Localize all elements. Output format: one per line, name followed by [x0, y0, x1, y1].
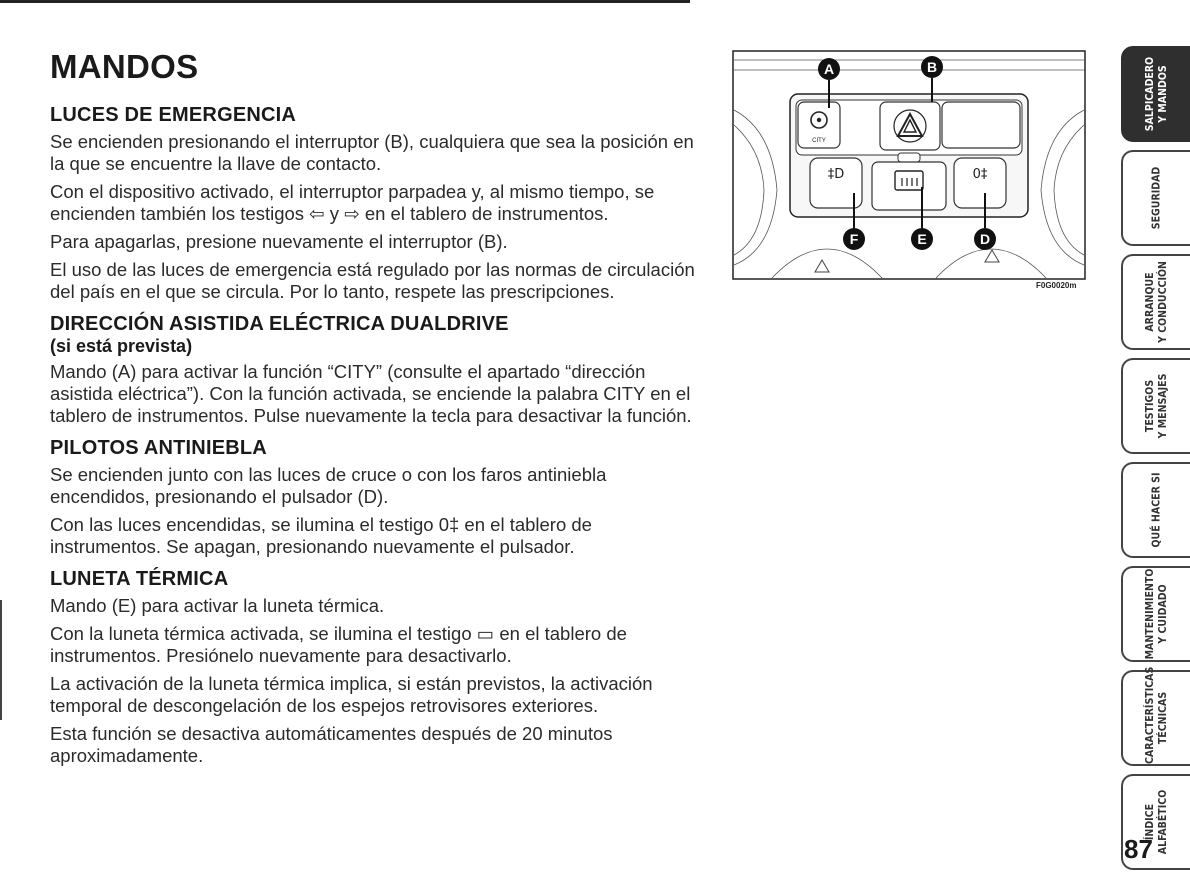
- paragraph: Con el dispositivo activado, el interruptor parpadea y, al mismo tiempo, se encienden también los testigos ⇦ y ⇨ en el tablero de instrumentos.: [50, 181, 655, 224]
- control-panel-figure: [732, 50, 1086, 290]
- paragraph: Para apagarlas, presione nuevamente el interruptor (B).: [50, 231, 508, 252]
- tab-label: ÍNDICE ALFABÉTICO: [1143, 789, 1169, 855]
- top-rule: [0, 0, 690, 3]
- heated-window-icon: [895, 171, 923, 190]
- paragraph: Esta función se desactiva automáticamentes después de 20 minutos aproximadamente.: [50, 723, 613, 766]
- svg-text:‡D: ‡D: [827, 167, 845, 182]
- paragraph: Con las luces encendidas, se ilumina el testigo 0‡ en el tablero de instrumentos. Se apagan, presionando nuevamente el pulsador.: [50, 514, 592, 557]
- tab-que-hacer-si[interactable]: [1121, 462, 1190, 558]
- tab-mantenimiento-y-cuidado[interactable]: [1121, 566, 1190, 662]
- main-content: [50, 48, 700, 773]
- callout-a: [818, 58, 840, 80]
- callout-label: B: [926, 59, 938, 75]
- section-heading: DIRECCIÓN ASISTIDA ELÉCTRICA DUALDRIVE: [50, 313, 509, 335]
- paragraph: Mando (A) para activar la función “CITY” (consulte el apartado “dirección asistida eléctrica”). Con la función activada, se enciende la palabra CITY en el tablero de instrumentos. Pulse nuevamente la tecla para desactivar la función.: [50, 361, 692, 426]
- tab-label: ARRANQUE Y CONDUCCIÓN: [1143, 261, 1169, 343]
- section-heading: LUNETA TÉRMICA: [50, 568, 229, 590]
- callout-f: [843, 228, 865, 250]
- callout-label: D: [979, 231, 991, 247]
- svg-text:0‡: 0‡: [972, 167, 988, 182]
- paragraph: Se encienden junto con las luces de cruce o con los faros antiniebla encendidos, presionando el pulsador (D).: [50, 464, 607, 507]
- paragraph: Se encienden presionando el interruptor (B), cualquiera que sea la posición en la que se encuentre la llave de contacto.: [50, 131, 694, 174]
- rear-fog-button: [954, 158, 1006, 208]
- left-rule: [0, 600, 2, 720]
- tab-testigos-y-mensajes[interactable]: [1121, 358, 1190, 454]
- tab-label: TESTIGOS Y MENSAJES: [1143, 373, 1169, 439]
- section-fog-lights: [50, 437, 700, 558]
- callout-e: [911, 228, 933, 250]
- callout-label: A: [823, 61, 835, 77]
- tab-label: CARACTERÍSTICAS TÉCNICAS: [1143, 666, 1169, 764]
- section-power-steering: [50, 313, 700, 427]
- section-heading: LUCES DE EMERGENCIA: [50, 104, 297, 126]
- paragraph: La activación de la luneta térmica implica, si están previstos, la activación temporal de descongelación de los espejos retrovisores exteriores.: [50, 673, 653, 716]
- figure-code: F0G0020m: [1036, 281, 1077, 290]
- callout-label: F: [849, 231, 859, 247]
- tab-label: SALPICADERO Y MANDOS: [1143, 56, 1169, 132]
- page-title: MANDOS: [50, 48, 199, 85]
- section-heading: PILOTOS ANTINIEBLA: [50, 437, 267, 459]
- paragraph: Con la luneta térmica activada, se ilumina el testigo ▭ en el tablero de instrumentos. Presiónelo nuevamente para desactivarlo.: [50, 623, 627, 666]
- tab-seguridad[interactable]: [1121, 150, 1190, 246]
- tab-label: MANTENIMIENTO Y CUIDADO: [1143, 568, 1169, 660]
- paragraph: El uso de las luces de emergencia está regulado por las normas de circulación del país en el que se circula. Por lo tanto, respete las prescripciones.: [50, 259, 695, 302]
- section-subheading: (si está prevista): [50, 336, 193, 356]
- chapter-tabs: [1121, 46, 1190, 878]
- tab-salpicadero-y-mandos[interactable]: [1121, 46, 1190, 142]
- tab-label: QUÉ HACER SI: [1150, 472, 1162, 548]
- callout-label: E: [917, 231, 927, 247]
- tab-label: SEGURIDAD: [1150, 166, 1162, 230]
- paragraph: Mando (E) para activar la luneta térmica.: [50, 595, 385, 616]
- city-label: CITY: [812, 138, 826, 144]
- tab-caracteristicas-tecnicas[interactable]: [1121, 666, 1190, 766]
- callout-b: [921, 56, 943, 78]
- callout-d: [974, 228, 996, 250]
- tab-arranque-y-conduccion[interactable]: [1121, 254, 1190, 350]
- page-number: 87: [1124, 834, 1153, 864]
- section-heated-rear-window: [50, 568, 700, 767]
- section-emergency-lights: [50, 104, 700, 303]
